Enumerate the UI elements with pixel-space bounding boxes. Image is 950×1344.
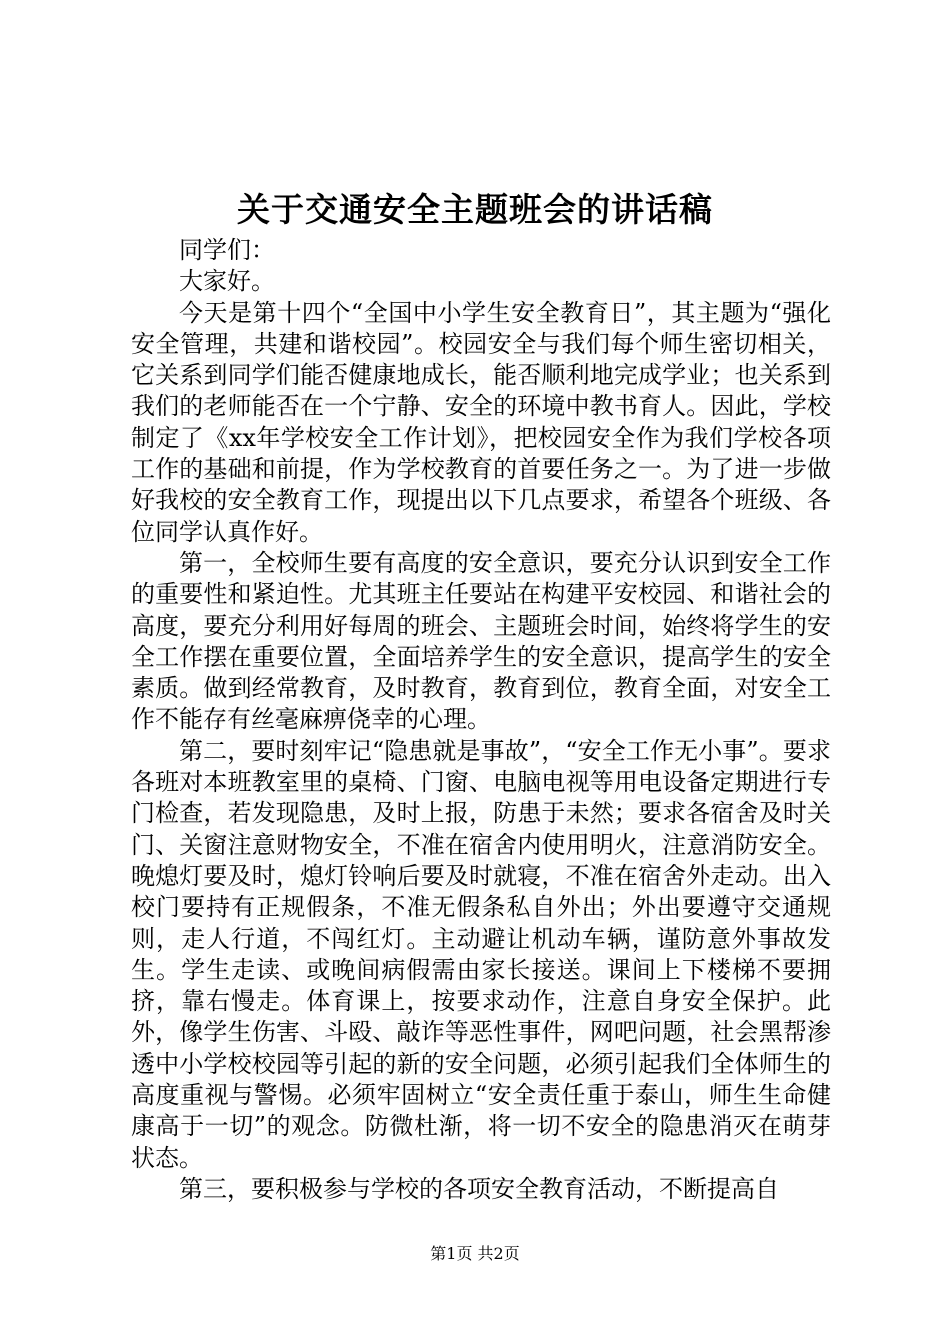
page-number-footer: 第1页 共2页 (430, 1244, 520, 1263)
document-title: 关于交通安全主题班会的讲话稿 (237, 190, 713, 229)
salutation: 同学们： (179, 236, 275, 264)
paragraph-second-point: 第二，要时刻牢记“隐患就是事故”，“安全工作无小事”。要求各班对本班教室里的桌椅、门窗、电脑电视等用电设备定期进行专门检查，若发现隐患，及时上报，防患于未然；要求各宿舍及时关门、关窗注意财物安全，不准在宿舍内使用明火，注意消防安全。晚熄灯要及时，熄灯铃响后要及时就寝，不准在宿舍外走动。出入校门要持有正规假条，不准无假条私自外出；外出要遵守交通规则，走人行道，不闯红灯。主动避让机动车辆，谨防意外事故发生。学生走读、或晚间病假需由家长接送。课间上下楼梯不要拥挤，靠右慢走。体育课上，按要求动作，注意自身安全保护。此外，像学生伤害、斗殴、敲诈等恶性事件，网吧问题，社会黑帮渗透中小学校校园等引起的新的安全问题，必须引起我们全体师生的高度重视与警惕。必须牢固树立“安全责任重于泰山，师生生命健康高于一切”的观念。防微杜渐，将一切不安全的隐患消灭在萌芽状态。 (131, 736, 831, 1172)
greeting: 大家好。 (179, 267, 275, 296)
paragraph-third-point: 第三，要积极参与学校的各项安全教育活动，不断提高自 (179, 1174, 779, 1203)
paragraph-first-point: 第一，全校师生要有高度的安全意识，要充分认识到安全工作的重要性和紧迫性。尤其班主任要站在构建平安校园、和谐社会的高度，要充分利用好每周的班会、主题班会时间，始终将学生的安全工作摆在重要位置，全面培养学生的安全意识，提高学生的安全素质。做到经常教育，及时教育，教育到位，教育全面，对安全工作不能存有丝毫麻痹侥幸的心理。 (131, 548, 831, 734)
paragraph-intro: 今天是第十四个“全国中小学生安全教育日”，其主题为“强化安全管理，共建和谐校园”。校园安全与我们每个师生密切相关，它关系到同学们能否健康地成长，能否顺利地完成学业；也关系到我们的老师能否在一个宁静、安全的环境中教书育人。因此，学校制定了《xx年学校安全工作计划》，把校园安全作为我们学校各项工作的基础和前提，作为学校教育的首要任务之一。为了进一步做好我校的安全教育工作，现提出以下几点要求，希望各个班级、各位同学认真作好。 (131, 298, 831, 546)
document-body (131, 235, 831, 1205)
